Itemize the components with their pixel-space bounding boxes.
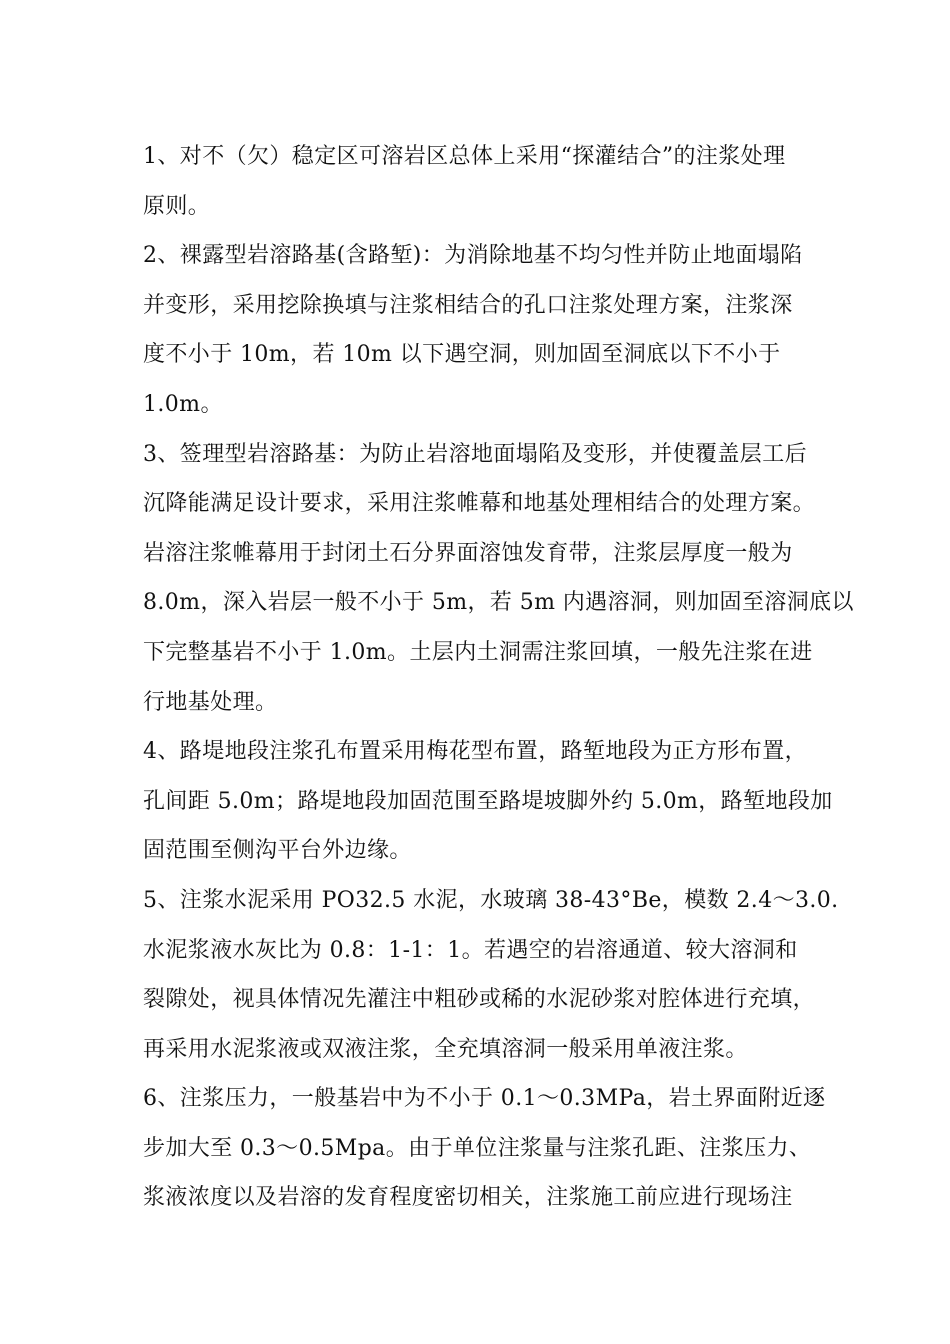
text-line: 6、注浆压力，一般基岩中为不小于 0.1～0.3MPa，岩土界面附近逐: [143, 1086, 826, 1112]
document-body: [143, 132, 854, 1223]
text-line: 岩溶注浆帷幕用于封闭土石分界面溶蚀发育带，注浆层厚度一般为: [143, 540, 793, 566]
text-line: 水泥浆液水灰比为 0.8：1-1：1。若遇空的岩溶通道、较大溶洞和: [143, 937, 798, 963]
text-line: 裂隙处，视具体情况先灌注中粗砂或稀的水泥砂浆对腔体进行充填，: [143, 987, 816, 1013]
text-line: 1.0m。: [143, 391, 223, 417]
text-line: 再采用水泥浆液或双液注浆，全充填溶洞一般采用单液注浆。: [143, 1036, 748, 1062]
text-line: 步加大至 0.3～0.5Mpa。由于单位注浆量与注浆孔距、注浆压力、: [143, 1135, 812, 1161]
text-line: 1、对不（欠）稳定区可溶岩区总体上采用“探灌结合”的注浆处理: [143, 144, 786, 169]
text-line: 固范围至侧沟平台外边缘。: [143, 838, 412, 864]
text-line: 下完整基岩不小于 1.0m。土层内土洞需注浆回填，一般先注浆在进: [143, 639, 813, 665]
text-line: 并变形，采用挖除换填与注浆相结合的孔口注浆处理方案，注浆深: [143, 292, 793, 318]
text-line: 2、裸露型岩溶路基(含路堑)：为消除地基不均匀性并防止地面塌陷: [143, 243, 803, 269]
text-line: 原则。: [143, 193, 211, 219]
text-line: 5、注浆水泥采用 PO32.5 水泥，水玻璃 38-43°Be，模数 2.4～3.0.: [143, 887, 839, 913]
text-line: 浆液浓度以及岩溶的发育程度密切相关，注浆施工前应进行现场注: [143, 1185, 793, 1211]
text-line: 度不小于 10m，若 10m 以下遇空洞，则加固至洞底以下不小于: [143, 342, 781, 368]
text-line: 行地基处理。: [143, 689, 278, 715]
text-line: 4、路堤地段注浆孔布置采用梅花型布置，路堑地段为正方形布置，: [143, 739, 807, 765]
text-line: 3、签理型岩溶路基：为防止岩溶地面塌陷及变形，并使覆盖层工后: [143, 441, 807, 467]
text-line: 沉降能满足设计要求，采用注浆帷幕和地基处理相结合的处理方案。: [143, 491, 816, 517]
text-line: 孔间距 5.0m；路堤地段加固范围至路堤坡脚外约 5.0m，路堑地段加: [143, 788, 833, 814]
text-line: 8.0m，深入岩层一般不小于 5m，若 5m 内遇溶洞，则加固至溶洞底以: [143, 590, 854, 616]
